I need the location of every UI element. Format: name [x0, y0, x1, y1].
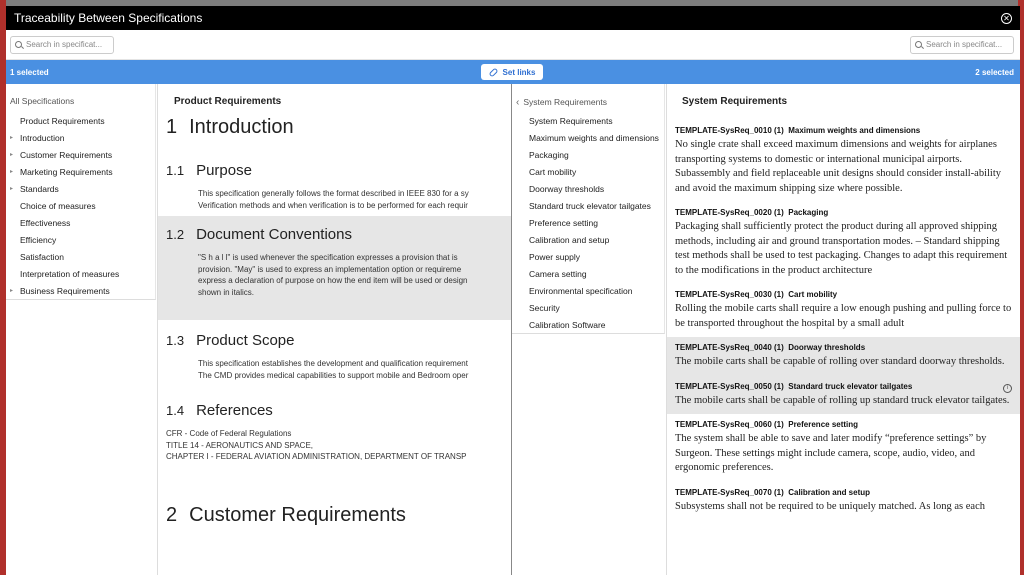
- search-icon: [15, 41, 22, 48]
- section-title: Introduction: [189, 116, 294, 138]
- right-selected-count: 2 selected: [975, 67, 1014, 77]
- tree-item[interactable]: [6, 112, 155, 129]
- section-number: 1.3: [166, 333, 185, 348]
- section-1-3-body: [166, 358, 511, 402]
- text-line: express a declaration of purpose on how the end item will be used or design: [198, 276, 468, 285]
- tree-item[interactable]: Calibration and setup: [529, 234, 610, 245]
- tree-item[interactable]: [6, 163, 155, 180]
- tree-back-system-requirements[interactable]: [512, 96, 664, 112]
- text-line: This specification establishes the development and qualification requirement: [198, 359, 468, 368]
- requirement-title: [675, 382, 1012, 391]
- caret-right-icon[interactable]: ▸: [10, 169, 14, 175]
- section-number: 2: [166, 504, 178, 526]
- requirement-body: The mobile carts shall be capable of rolling over standard doorway thresholds.: [675, 356, 1005, 367]
- tree-item[interactable]: [6, 214, 155, 231]
- section-2-heading[interactable]: [166, 502, 511, 550]
- requirement-body: Packaging shall sufficiently protect the product during all approved shipping methods, including air and ground transportation modes. – Standard shipping test methods shall be used to test packaging. Changes to adapt this requirement to the modifications in the product architecture: [675, 221, 1008, 276]
- tree-item[interactable]: [6, 282, 155, 299]
- tree-item-label: Effectiveness: [20, 217, 71, 228]
- requirement-name: Calibration and setup: [788, 487, 871, 497]
- section-title: Purpose: [196, 162, 252, 179]
- right-search-placeholder: Search in specificat...: [926, 40, 1003, 49]
- requirement-item[interactable]: [667, 202, 1020, 284]
- tree-item[interactable]: Cart mobility: [529, 166, 577, 177]
- text-line: provision. "May" is used to express an implementation option or requireme: [198, 264, 462, 274]
- info-icon[interactable]: i: [1003, 384, 1012, 393]
- right-search-input[interactable]: [910, 36, 1014, 54]
- requirement-item[interactable]: [667, 376, 1020, 415]
- section-1-4-body: [166, 428, 511, 502]
- requirement-id: TEMPLATE-SysReq_0060 (1): [675, 420, 784, 429]
- section-1-3-heading[interactable]: [166, 332, 511, 358]
- requirement-id: TEMPLATE-SysReq_0050 (1): [675, 381, 784, 391]
- requirement-title: [675, 290, 1012, 299]
- requirement-item[interactable]: [667, 284, 1020, 337]
- tree-item-label: Interpretation of measures: [20, 268, 120, 279]
- requirement-id: TEMPLATE-SysReq_0010 (1): [675, 126, 784, 135]
- requirement-id: TEMPLATE-SysReq_0020 (1): [675, 208, 784, 217]
- caret-right-icon[interactable]: ▸: [10, 152, 14, 158]
- tree-item-label: Customer Requirements: [20, 149, 113, 160]
- tree-item[interactable]: Calibration Software: [529, 319, 606, 330]
- section-title: References: [196, 402, 273, 419]
- tree-item-label: Efficiency: [20, 234, 57, 245]
- tree-item[interactable]: Packaging: [529, 149, 569, 160]
- requirement-name: Doorway thresholds: [788, 343, 866, 352]
- tree-item[interactable]: [6, 265, 155, 282]
- tree-item[interactable]: System Requirements: [529, 115, 613, 126]
- tree-item[interactable]: [6, 129, 155, 146]
- tree-item[interactable]: Maximum weights and dimensions: [529, 132, 659, 143]
- section-title: Customer Requirements: [189, 504, 406, 526]
- tree-item[interactable]: Environmental specification: [529, 285, 633, 296]
- requirement-name: Standard truck elevator tailgates: [788, 381, 913, 391]
- requirement-body: The mobile carts shall be capable of rolling up standard truck elevator tailgates.: [675, 394, 1010, 406]
- section-title: Document Conventions: [196, 226, 352, 243]
- section-number: 1.1: [166, 163, 185, 178]
- traceability-dialog: [6, 6, 1020, 575]
- requirement-title: [675, 420, 1012, 429]
- requirement-title: [675, 343, 1012, 352]
- section-number: 1.4: [166, 403, 185, 418]
- product-requirements-document: [157, 84, 512, 575]
- section-1-heading[interactable]: [166, 114, 511, 162]
- text-line: shown in italics.: [198, 287, 255, 297]
- tree-root-all-specifications[interactable]: All Specifications: [10, 96, 75, 106]
- requirement-body: The system shall be able to save and later modify “preference settings” by Surgeon. These settings might include camera, scope, audio, video, and ergonomic preferences.: [675, 433, 987, 473]
- text-line: "S h a l l" is used whenever the specification expresses a provision that is: [198, 253, 458, 262]
- caret-right-icon[interactable]: ▸: [10, 186, 14, 192]
- tree-item[interactable]: [6, 197, 155, 214]
- text-line: The CMD provides medical capabilities to support mobile and Bedroom oper: [198, 370, 469, 380]
- text-line: CHAPTER I - FEDERAL AVIATION ADMINISTRATION, DEPARTMENT OF TRANSP: [166, 452, 467, 461]
- tree-item-label: Choice of measures: [20, 200, 96, 211]
- search-icon: [915, 41, 922, 48]
- tree-item-label: Introduction: [20, 132, 65, 143]
- tree-item-label: Marketing Requirements: [20, 166, 113, 177]
- tree-item[interactable]: [6, 231, 155, 248]
- tree-item[interactable]: [6, 180, 155, 197]
- requirement-title: [675, 208, 1012, 217]
- tree-item[interactable]: [6, 248, 155, 265]
- tree-item[interactable]: Preference setting: [529, 217, 598, 228]
- left-search-input[interactable]: [10, 36, 114, 54]
- caret-right-icon[interactable]: ▸: [10, 135, 14, 141]
- requirement-item[interactable]: [667, 414, 1020, 482]
- tree-item[interactable]: [6, 146, 155, 163]
- tree-item[interactable]: Power supply: [529, 251, 581, 262]
- section-title: Product Scope: [196, 332, 295, 349]
- text-line: This specification generally follows the format described in IEEE 830 for a sy: [198, 189, 469, 198]
- requirement-id: TEMPLATE-SysReq_0030 (1): [675, 290, 784, 299]
- search-row: [6, 30, 1020, 60]
- section-1-2-heading: [166, 226, 511, 252]
- tree-item[interactable]: Standard truck elevator tailgates: [529, 200, 651, 211]
- requirement-item[interactable]: [667, 337, 1020, 376]
- dialog-title: Traceability Between Specifications: [14, 11, 203, 25]
- requirement-item[interactable]: [667, 120, 1020, 202]
- set-links-label: Set links: [502, 67, 536, 77]
- selection-bar: [6, 60, 1020, 84]
- section-number: 1: [166, 116, 178, 138]
- text-line: TITLE 14 - AERONAUTICS AND SPACE,: [166, 440, 313, 450]
- requirement-name: Maximum weights and dimensions: [788, 126, 921, 135]
- left-spec-tree: [6, 84, 157, 575]
- right-spec-tree: [512, 84, 666, 575]
- tree-item[interactable]: Doorway thresholds: [529, 183, 605, 194]
- close-icon[interactable]: ✕: [1001, 13, 1012, 24]
- left-search-placeholder: Search in specificat...: [26, 40, 103, 49]
- document-heading: Product Requirements: [174, 96, 282, 107]
- requirement-body: No single crate shall exceed maximum dimensions and weights for airplanes transporting systems to domestic or international municipal airports. Subassembly and field replaceable unit designs should consider install-ability and avoid the maximum shipping size where possible.: [675, 139, 1002, 194]
- tree-item-label: Satisfaction: [20, 251, 64, 262]
- text-line: CFR - Code of Federal Regulations: [166, 429, 292, 438]
- section-1-1-body: [166, 188, 511, 216]
- tree-root-label: System Requirements: [523, 97, 607, 107]
- section-1-2-block[interactable]: [158, 216, 511, 320]
- requirement-title: [675, 488, 1012, 497]
- tree-item[interactable]: Camera setting: [529, 268, 587, 279]
- text-line: Verification methods and when verification is to be performed for each requir: [198, 200, 468, 210]
- chevron-left-icon: ‹: [516, 96, 520, 108]
- requirement-id: TEMPLATE-SysReq_0070 (1): [675, 487, 784, 497]
- requirement-id: TEMPLATE-SysReq_0040 (1): [675, 343, 784, 352]
- requirement-name: Preference setting: [788, 420, 859, 429]
- caret-right-icon[interactable]: ▸: [10, 288, 14, 294]
- section-1-1-heading[interactable]: [166, 162, 511, 188]
- requirement-name: Cart mobility: [788, 290, 838, 299]
- system-requirements-document: [666, 84, 1020, 575]
- link-icon: [488, 67, 498, 77]
- section-1-4-heading[interactable]: [166, 402, 511, 428]
- requirement-body: Subsystems shall not be required to be uniquely matched. As long as each: [675, 500, 985, 512]
- tree-item[interactable]: Security: [529, 302, 560, 313]
- requirement-item[interactable]: [667, 482, 1020, 521]
- requirement-title: [675, 126, 1012, 135]
- set-links-button[interactable]: [481, 64, 544, 80]
- requirement-body: Rolling the mobile carts shall require a low enough pushing and pulling force to be transported throughout the hospital by a small adult: [675, 303, 1012, 329]
- tree-item-label: Business Requirements: [20, 285, 110, 296]
- tree-item-label: Standards: [20, 183, 59, 194]
- document-heading: System Requirements: [682, 96, 788, 107]
- title-bar: [6, 6, 1020, 30]
- tree-item-label: Product Requirements: [20, 115, 105, 126]
- left-selected-count: 1 selected: [10, 67, 49, 77]
- requirement-name: Packaging: [788, 208, 829, 217]
- section-number: 1.2: [166, 227, 185, 242]
